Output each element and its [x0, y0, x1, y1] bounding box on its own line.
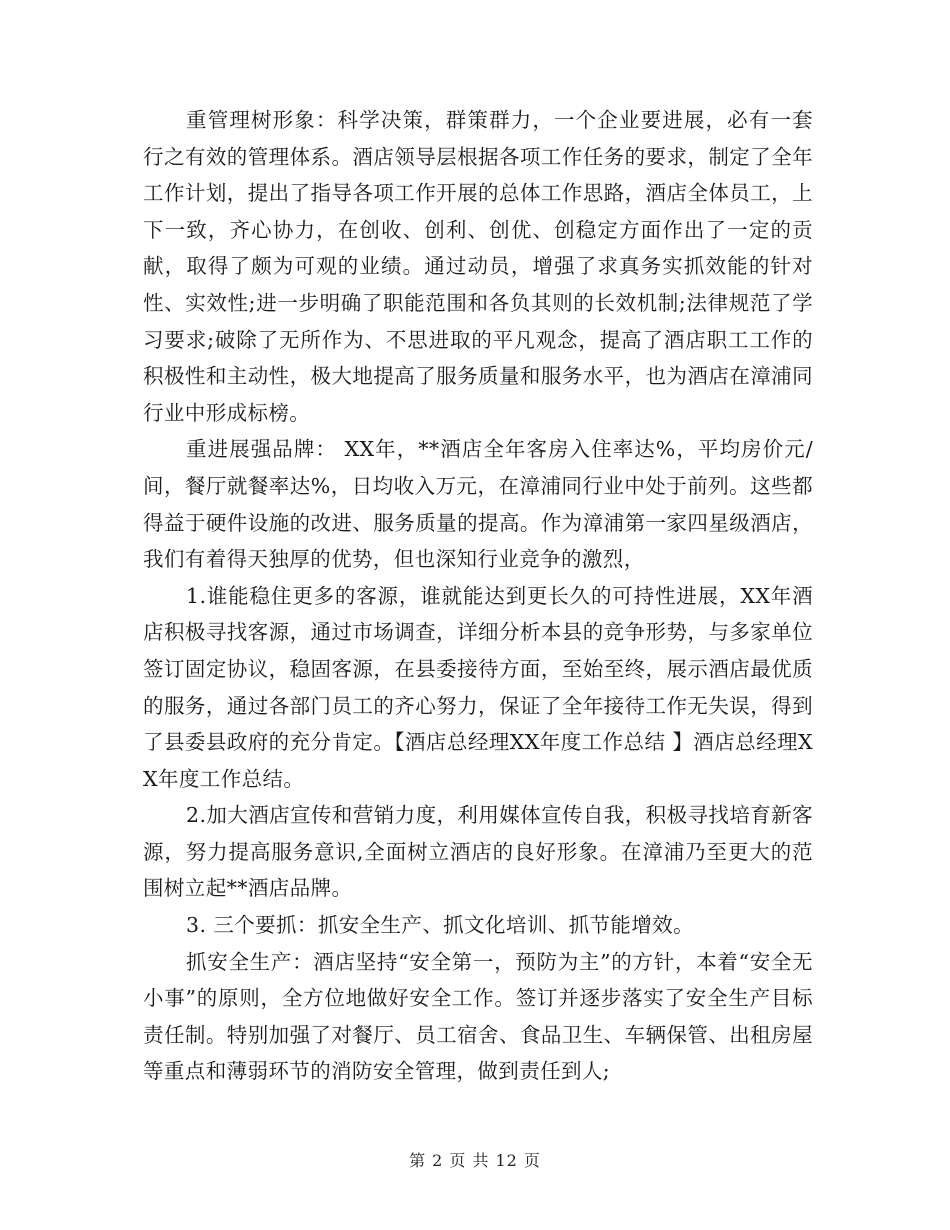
paragraph-item-2-marketing: 2.加大酒店宣传和营销力度，利用媒体宣传自我，积极寻找培育新客源，努力提高服务意识,全面树立酒店的良好形象。在漳浦乃至更大的范围树立起**酒店品牌。 [143, 803, 813, 901]
footer-middle: 页 共 [449, 1151, 490, 1170]
footer-total-pages: 12 [495, 1151, 518, 1170]
paragraph-item-3-three-priorities: 3. 三个要抓：抓安全生产、抓文化培训、抓节能增效。 [186, 913, 695, 938]
footer-current-page: 2 [432, 1151, 444, 1170]
document-body [143, 102, 813, 1090]
paragraph-management-image: 重管理树形象：科学决策，群策群力，一个企业要进展，必有一套行之有效的管理体系。酒店领导层根据各项工作任务的要求，制定了全年工作计划，提出了指导各项工作开展的总体工作思路，酒店全体员工，上下一致，齐心协力，在创收、创利、创优、创稳定方面作出了一定的贡献，取得了颇为可观的业绩。通过动员，增强了求真务实抓效能的针对性、实效性;进一步明确了职能范围和各负其则的长效机制;法律规范了学习要求;破除了无所作为、不思进取的平凡观念，提高了酒店职工工作的积极性和主动性，极大地提高了服务质量和服务水平，也为酒店在漳浦同行业中形成标榜。 [143, 108, 813, 425]
paragraph-item-1-customer-source: 1.谁能稳住更多的客源，谁就能达到更长久的可持性进展，XX年酒店积极寻找客源，通过市场调查，详细分析本县的竞争形势，与多家单位签订固定协议，稳固客源，在县委接待方面，至始至终，展示酒店最优质的服务，通过各部门员工的齐心努力，保证了全年接待工作无失误，得到了县委县政府的充分肯定。【酒店总经理XX年度工作总结 】酒店总经理XX年度工作总结。 [143, 583, 813, 791]
footer-suffix: 页 [523, 1151, 541, 1170]
paragraph-brand-development: 重进展强品牌： XX年，**酒店全年客房入住率达%，平均房价元/间，餐厅就餐率达%，日均收入万元，在漳浦同行业中处于前列。这些都得益于硬件设施的改进、服务质量的提高。作为漳浦第一家四星级酒店，我们有着得天独厚的优势，但也深知行业竞争的激烈， [143, 437, 813, 572]
page-footer [0, 1148, 950, 1171]
footer-prefix: 第 [409, 1151, 427, 1170]
paragraph-safety-production: 抓安全生产：酒店坚持“安全第一，预防为主”的方针，本着“安全无小事”的原则，全方位地做好安全工作。签订并逐步落实了安全生产目标责任制。特别加强了对餐厅、员工宿舍、食品卫生、车辆保管、出租房屋等重点和薄弱环节的消防安全管理，做到责任到人; [143, 949, 813, 1084]
